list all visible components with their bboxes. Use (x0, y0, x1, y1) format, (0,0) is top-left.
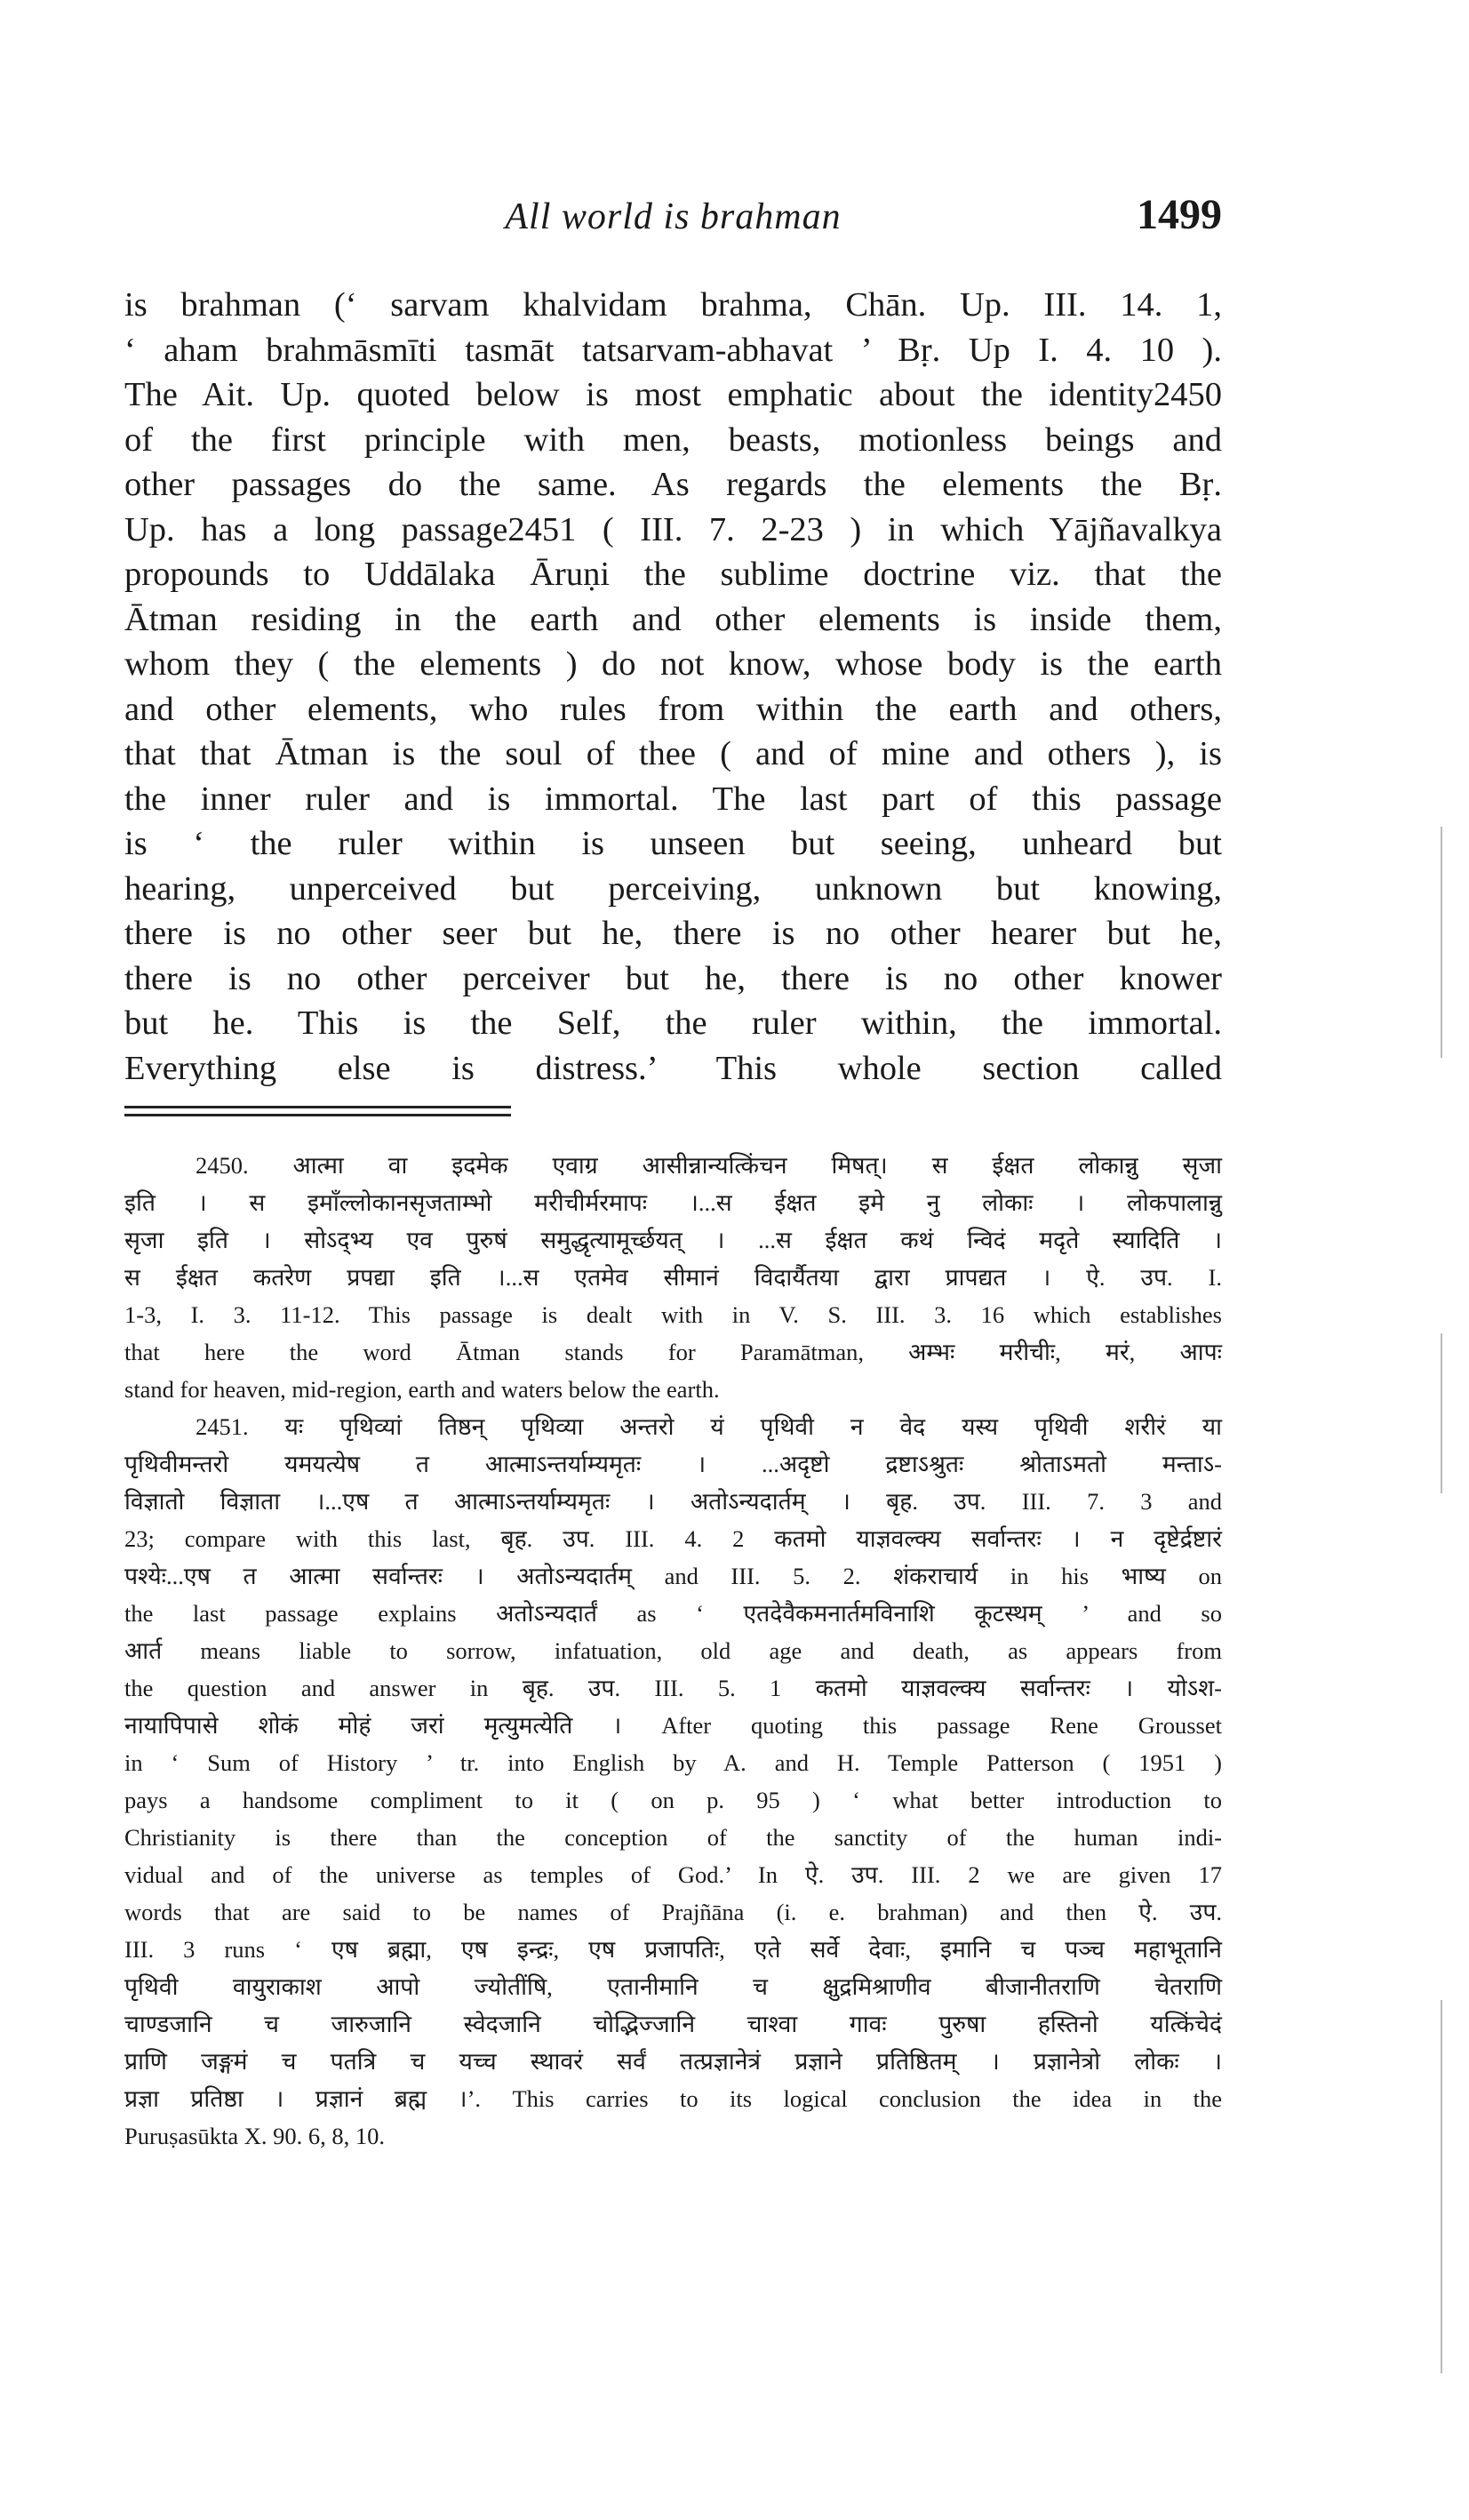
body-text-line: is ‘ the ruler within is unseen but seeing, unheard but (124, 825, 1222, 862)
footnote-line: pays a handsome compliment to it ( on p. 95 ) ‘ what better introduction to (124, 1787, 1222, 1813)
body-text-line: the inner ruler and is immortal. The last part of this passage (124, 780, 1222, 818)
footnote-line: 2450. आत्मा वा इदमेक एवाग्र आसीन्नान्यत्किंचन मिषत्। स ईक्षत लोकान्नु सृजा (196, 1152, 1222, 1179)
footnote-line: आर्त means liable to sorrow, infatuation, old age and death, as appears from (124, 1637, 1222, 1664)
footnote-line: प्राणि जङ्गमं च पतत्रि च यच्च स्थावरं सर्वं तत्प्रज्ञानेत्रं प्रज्ञाने प्रतिष्ठितम् । प्रज्ञानेत्रो लोकः । (124, 2048, 1222, 2075)
scan-margin-mark (1441, 2000, 1442, 2373)
footnote-line: that here the word Ātman stands for Paramātman, अम्भः मरीचीः, मरं, आपः (124, 1339, 1222, 1365)
body-text-line: that that Ātman is the soul of thee ( and of mine and others ), is (124, 735, 1222, 772)
body-text-line: and other elements, who rules from within the earth and others, (124, 690, 1222, 728)
footnote-line: Christianity is there than the conception of the sanctity of the human indi- (124, 1824, 1222, 1851)
body-text-line: ‘ aham brahmāsmīti tasmāt tatsarvam-abhavat ’ Bṛ. Up I. 4. 10 ). (124, 331, 1222, 369)
body-text-line: of the first principle with men, beasts, motionless beings and (124, 420, 1222, 459)
separator-rule-top (124, 1106, 511, 1108)
footnote-line: vidual and of the universe as temples of God.’ In ऐ. उप. III. 2 we are given 17 (124, 1861, 1222, 1888)
footnote-line: III. 3 runs ‘ एष ब्रह्मा, एष इन्द्रः, एष प्रजापतिः, एते सर्वे देवाः, इमानि च पञ्च महाभूतानि (124, 1936, 1222, 1963)
footnote-separator (124, 1106, 511, 1122)
footnote-line: Puruṣasūkta X. 90. 6, 8, 10. (124, 2123, 385, 2149)
footnotes-block (124, 1147, 1222, 2155)
running-title: All world is brahman (505, 196, 842, 237)
body-text-line: Everything else is distress.’ This whole section called (124, 1049, 1222, 1087)
body-text-line: hearing, unperceived but perceiving, unknown but knowing, (124, 869, 1222, 908)
body-text-line: whom they ( the elements ) do not know, whose body is the earth (124, 645, 1222, 683)
footnote-line: प्रज्ञा प्रतिष्ठा । प्रज्ञानं ब्रह्म ।’. This carries to its logical conclusion the idea in the (124, 2085, 1222, 2112)
footnote-line: पृथिवी वायुराकाश आपो ज्योतींषि, एतानीमानि च क्षुद्रमिश्राणीव बीजानीतराणि चेतराणि (124, 1973, 1222, 2000)
footnote-line: नायापिपासे शोकं मोहं जरां मृत्युमत्येति । After quoting this passage Rene Grousset (124, 1712, 1222, 1739)
footnote-line: विज्ञातो विज्ञाता ।...एष त आत्माऽन्तर्याम्यमृतः । अतोऽन्यदार्तम् । बृह. उप. III. 7. 3 and (124, 1488, 1222, 1515)
body-text-line: there is no other perceiver but he, there is no other knower (124, 959, 1222, 997)
footnote-line: words that are said to be names of Prajñāna (i. e. brahman) and then ऐ. उप. (124, 1899, 1222, 1925)
separator-rule-bottom (124, 1114, 511, 1116)
footnote-line: the last passage explains अतोऽन्यदार्तं as ‘ एतदेवैकमनार्तमविनाशि कूटस्थम् ’ and so (124, 1600, 1222, 1627)
body-text-line: The Ait. Up. quoted below is most emphatic about the identity2450 (124, 376, 1222, 413)
footnote-line: चाण्डजानि च जारुजानि स्वेदजानि चोद्भिज्जानि चाश्वा गावः पुरुषा हस्तिनो यत्किंचेदं (124, 2011, 1222, 2037)
page-header (124, 187, 1222, 249)
body-text-line: other passages do the same. As regards the elements the Bṛ. (124, 466, 1222, 503)
footnote-line: stand for heaven, mid-region, earth and waters below the earth. (124, 1376, 720, 1403)
footnote-line: 23; compare with this last, बृह. उप. III. 4. 2 कतमो याज्ञवल्क्य सर्वान्तरः । न दृष्टेर्द्रष्टारं (124, 1525, 1222, 1552)
footnote-line: पश्येः...एष त आत्मा सर्वान्तरः । अतोऽन्यदार्तम् and III. 5. 2. शंकराचार्य in his भाष्य on (124, 1563, 1222, 1589)
body-text-line: there is no other seer but he, there is no other hearer but he, (124, 915, 1222, 952)
footnote-line: इति । स इमाँल्लोकानसृजताम्भो मरीचीर्मरमापः ।...स ईक्षत इमे नु लोकाः । लोकपालान्नु (124, 1189, 1222, 1216)
body-text-line: propounds to Uddālaka Āruṇi the sublime doctrine viz. that the (124, 556, 1222, 593)
main-body-text (124, 283, 1222, 1091)
footnote-line: स ईक्षत कतरेण प्रपद्या इति ।...स एतमेव सीमानं विदार्यैतया द्वारा प्रापद्यत । ऐ. उप. I. (124, 1264, 1222, 1291)
body-text-line: Ātman residing in the earth and other elements is inside them, (124, 600, 1222, 638)
scan-margin-mark (1441, 827, 1442, 1058)
page-number: 1499 (1137, 191, 1222, 238)
footnote-line: सृजा इति । सोऽद्भ्य एव पुरुषं समुद्धृत्यामूर्च्छयत् । ...स ईक्षत कथं न्विदं मदृते स्यादिति । (124, 1227, 1222, 1253)
footnote-line: the question and answer in बृह. उप. III. 5. 1 कतमो याज्ञवल्क्य सर्वान्तरः । योऽश- (124, 1675, 1222, 1701)
body-text-line: is brahman (‘ sarvam khalvidam brahma, Chān. Up. III. 14. 1, (124, 286, 1222, 324)
footnote-line: पृथिवीमन्तरो यमयत्येष त आत्माऽन्तर्याम्यमृतः । ...अदृष्टो द्रष्टाऽश्रुतः श्रोताऽमतो मन्ताऽ- (124, 1451, 1222, 1477)
footnote-line: 2451. यः पृथिव्यां तिष्ठन् पृथिव्या अन्तरो यं पृथिवी न वेद यस्य पृथिवी शरीरं या (196, 1413, 1222, 1440)
footnote-line: 1-3, I. 3. 11-12. This passage is dealt with in V. S. III. 3. 16 which establishes (124, 1301, 1222, 1328)
body-text-line: Up. has a long passage2451 ( III. 7. 2-23 ) in which Yājñavalkya (124, 510, 1222, 548)
footnote-line: in ‘ Sum of History ’ tr. into English by A. and H. Temple Patterson ( 1951 ) (124, 1749, 1222, 1776)
scan-margin-mark (1441, 1333, 1442, 1493)
body-text-line: but he. This is the Self, the ruler within, the immortal. (124, 1004, 1222, 1042)
